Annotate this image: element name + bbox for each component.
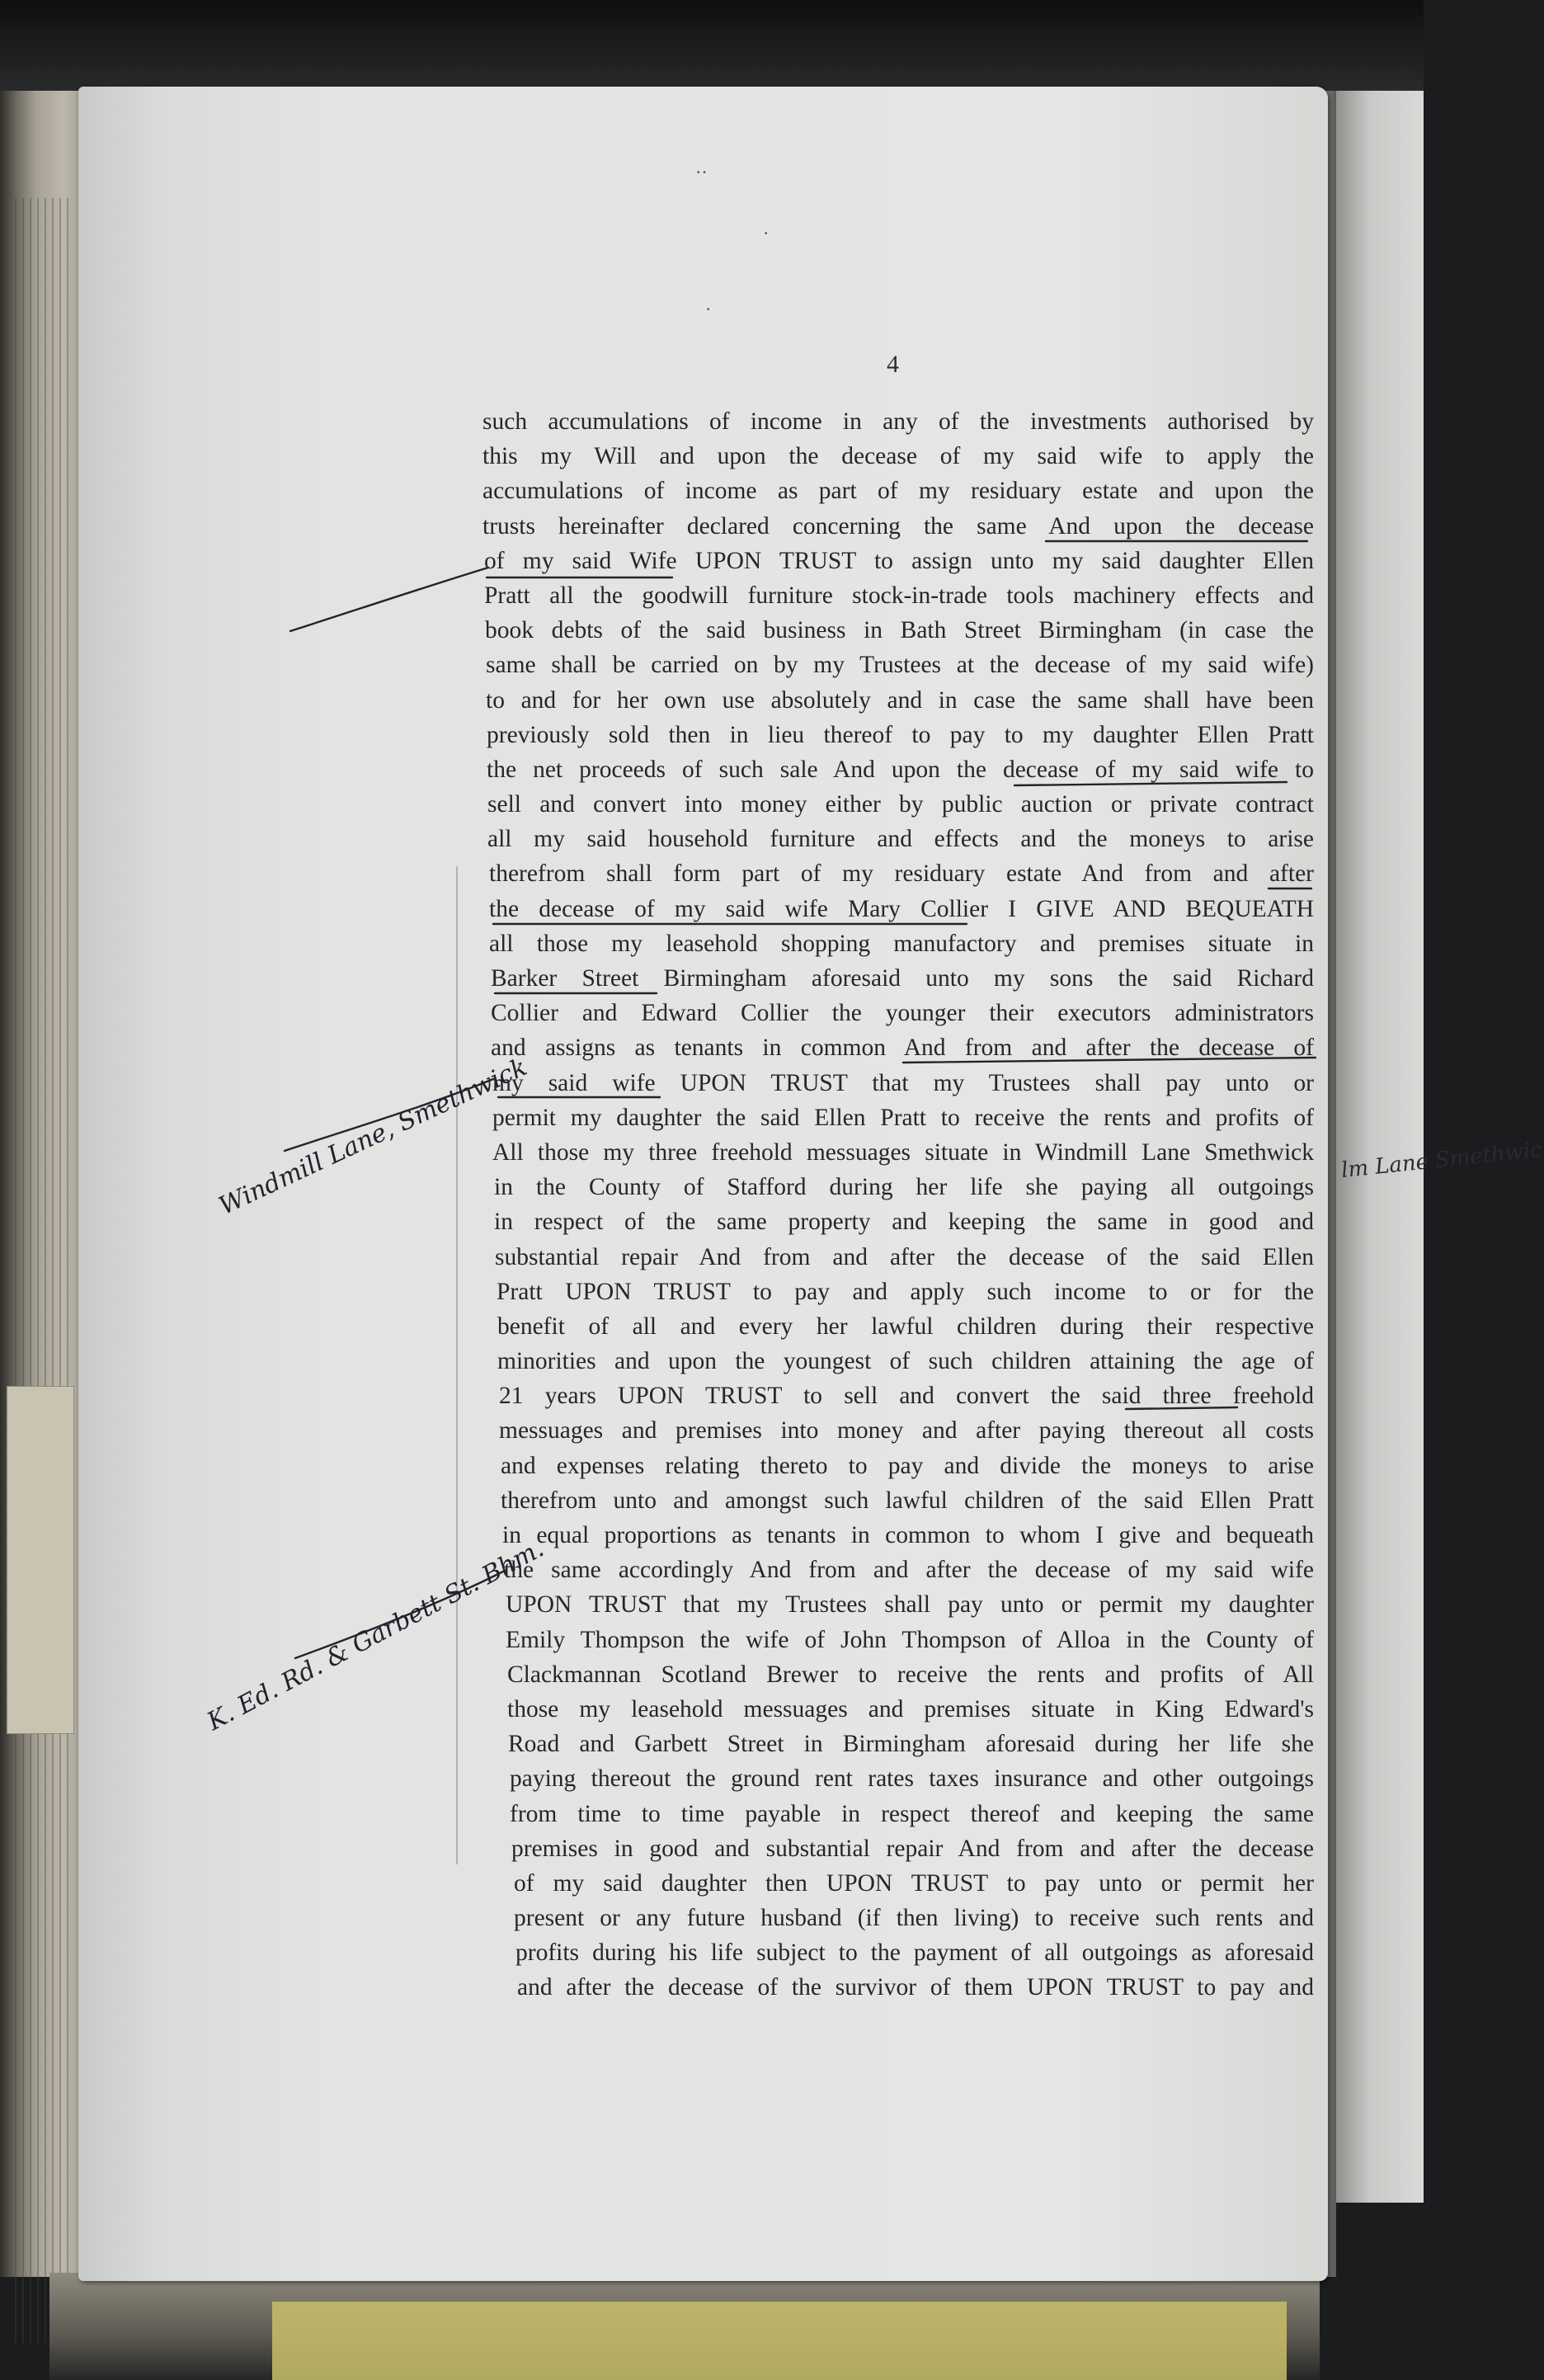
text-line: same shall be carried on by my Trustees at the decease of my said wife) (486, 652, 1314, 679)
text-line: from time to time payable in respect thereof and keeping the same (510, 1800, 1314, 1827)
text-line: this my Will and upon the decease of my said wife to apply the (482, 443, 1314, 470)
text-line: Pratt all the goodwill furniture stock-in-trade tools machinery effects and (484, 582, 1314, 609)
text-line: Clackmannan Scotland Brewer to receive the rents and profits of All (507, 1661, 1314, 1688)
text-line: paying thereout the ground rent rates taxes insurance and other outgoings (510, 1765, 1314, 1793)
text-line: all my said household furniture and effects and the moneys to arise (487, 826, 1314, 853)
text-line: trusts hereinafter declared concerning the same And upon the decease (482, 512, 1314, 540)
text-line: minorities and upon the youngest of such children attaining the age of (497, 1348, 1314, 1375)
text-line: those my leasehold messuages and premises situate in King Edward's (507, 1695, 1314, 1723)
text-line: sell and convert into money either by public auction or private contract (487, 791, 1314, 818)
book-cloth-edge (272, 2302, 1287, 2380)
margin-note-kings-road: K. Ed. Rd. & Garbett St. Bhm. (202, 1534, 549, 1737)
text-line: the decease of my said wife Mary Collier I GIVE AND BEQUEATH (489, 895, 1314, 922)
text-line: Barker Street Birmingham aforesaid unto my sons the said Richard (491, 965, 1314, 992)
text-line: in the County of Stafford during her life she paying all outgoings (494, 1174, 1314, 1201)
text-line: accumulations of income as part of my residuary estate and upon the (482, 478, 1314, 505)
text-line: Collier and Edward Collier the younger their executors administrators (491, 1000, 1314, 1027)
margin-note-windmill-lane: Windmill Lane, Smethwick (214, 1053, 532, 1221)
text-line: 21 years UPON TRUST to sell and convert the said three freehold (499, 1383, 1314, 1410)
will-text (482, 404, 1314, 2005)
text-line: the net proceeds of such sale And upon the decease of my said wife to (487, 756, 1314, 783)
text-line: the same accordingly And from and after the decease of my said wife (504, 1557, 1314, 1584)
paper-tab (7, 1386, 74, 1734)
text-line: Road and Garbett Street in Birmingham aforesaid during her life she (508, 1731, 1314, 1758)
facing-page-margin-note: lm Lane Smethwic (1339, 1137, 1544, 1184)
text-line: substantial repair And from and after the decease of the said Ellen (495, 1243, 1314, 1270)
speck: · (763, 223, 770, 243)
text-line: of my said Wife UPON TRUST to assign unto my said daughter Ellen (484, 547, 1314, 574)
text-line: UPON TRUST that my Trustees shall pay unto or permit my daughter (506, 1591, 1314, 1619)
speck: · (705, 299, 712, 319)
text-line: to and for her own use absolutely and in case the same shall have been (486, 686, 1314, 714)
text-line: therefrom unto and amongst such lawful children of the said Ellen Pratt (501, 1487, 1314, 1514)
text-line: in equal proportions as tenants in common to whom I give and bequeath (502, 1522, 1314, 1548)
text-line: profits during his life subject to the payment of all outgoings as aforesaid (515, 1939, 1314, 1967)
text-line: benefit of all and every her lawful children during their respective (497, 1313, 1314, 1340)
text-line: of my said daughter then UPON TRUST to pay unto or permit her (514, 1869, 1314, 1897)
text-line: Emily Thompson the wife of John Thompson of Alloa in the County of (506, 1626, 1314, 1653)
text-line: and expenses relating thereto to pay and divide the moneys to arise (501, 1452, 1314, 1479)
scanner-background (0, 0, 1424, 99)
text-line: present or any future husband (if then living) to receive such rents and (514, 1905, 1314, 1932)
page-number: 4 (887, 351, 899, 378)
margin-rule (456, 866, 458, 1864)
text-line: my said wife UPON TRUST that my Trustees shall pay unto or (492, 1069, 1314, 1096)
text-line: all those my leasehold shopping manufactory and premises situate in (489, 930, 1314, 957)
text-line: messuages and premises into money and after paying thereout all costs (499, 1417, 1314, 1444)
text-line: book debts of the said business in Bath Street Birmingham (in case the (485, 617, 1314, 644)
text-line: and after the decease of the survivor of them UPON TRUST to pay and (517, 1974, 1314, 2001)
text-line: premises in good and substantial repair And from and after the decease (511, 1835, 1314, 1862)
text-line: Pratt UPON TRUST to pay and apply such income to or for the (497, 1278, 1314, 1305)
text-line: in respect of the same property and keeping the same in good and (494, 1209, 1314, 1236)
speck: ·· (695, 162, 708, 182)
text-line: previously sold then in lieu thereof to pay to my daughter Ellen Pratt (487, 721, 1314, 748)
page-edges (15, 198, 73, 2343)
text-line: permit my daughter the said Ellen Pratt to receive the rents and profits of (492, 1104, 1314, 1131)
text-line: and assigns as tenants in common And from and after the decease of (491, 1034, 1314, 1062)
text-line: All those my three freehold messuages situate in Windmill Lane Smethwick (492, 1138, 1314, 1166)
text-line: therefrom shall form part of my residuary estate And from and after (489, 860, 1314, 888)
text-line: such accumulations of income in any of the investments authorised by (482, 408, 1314, 435)
